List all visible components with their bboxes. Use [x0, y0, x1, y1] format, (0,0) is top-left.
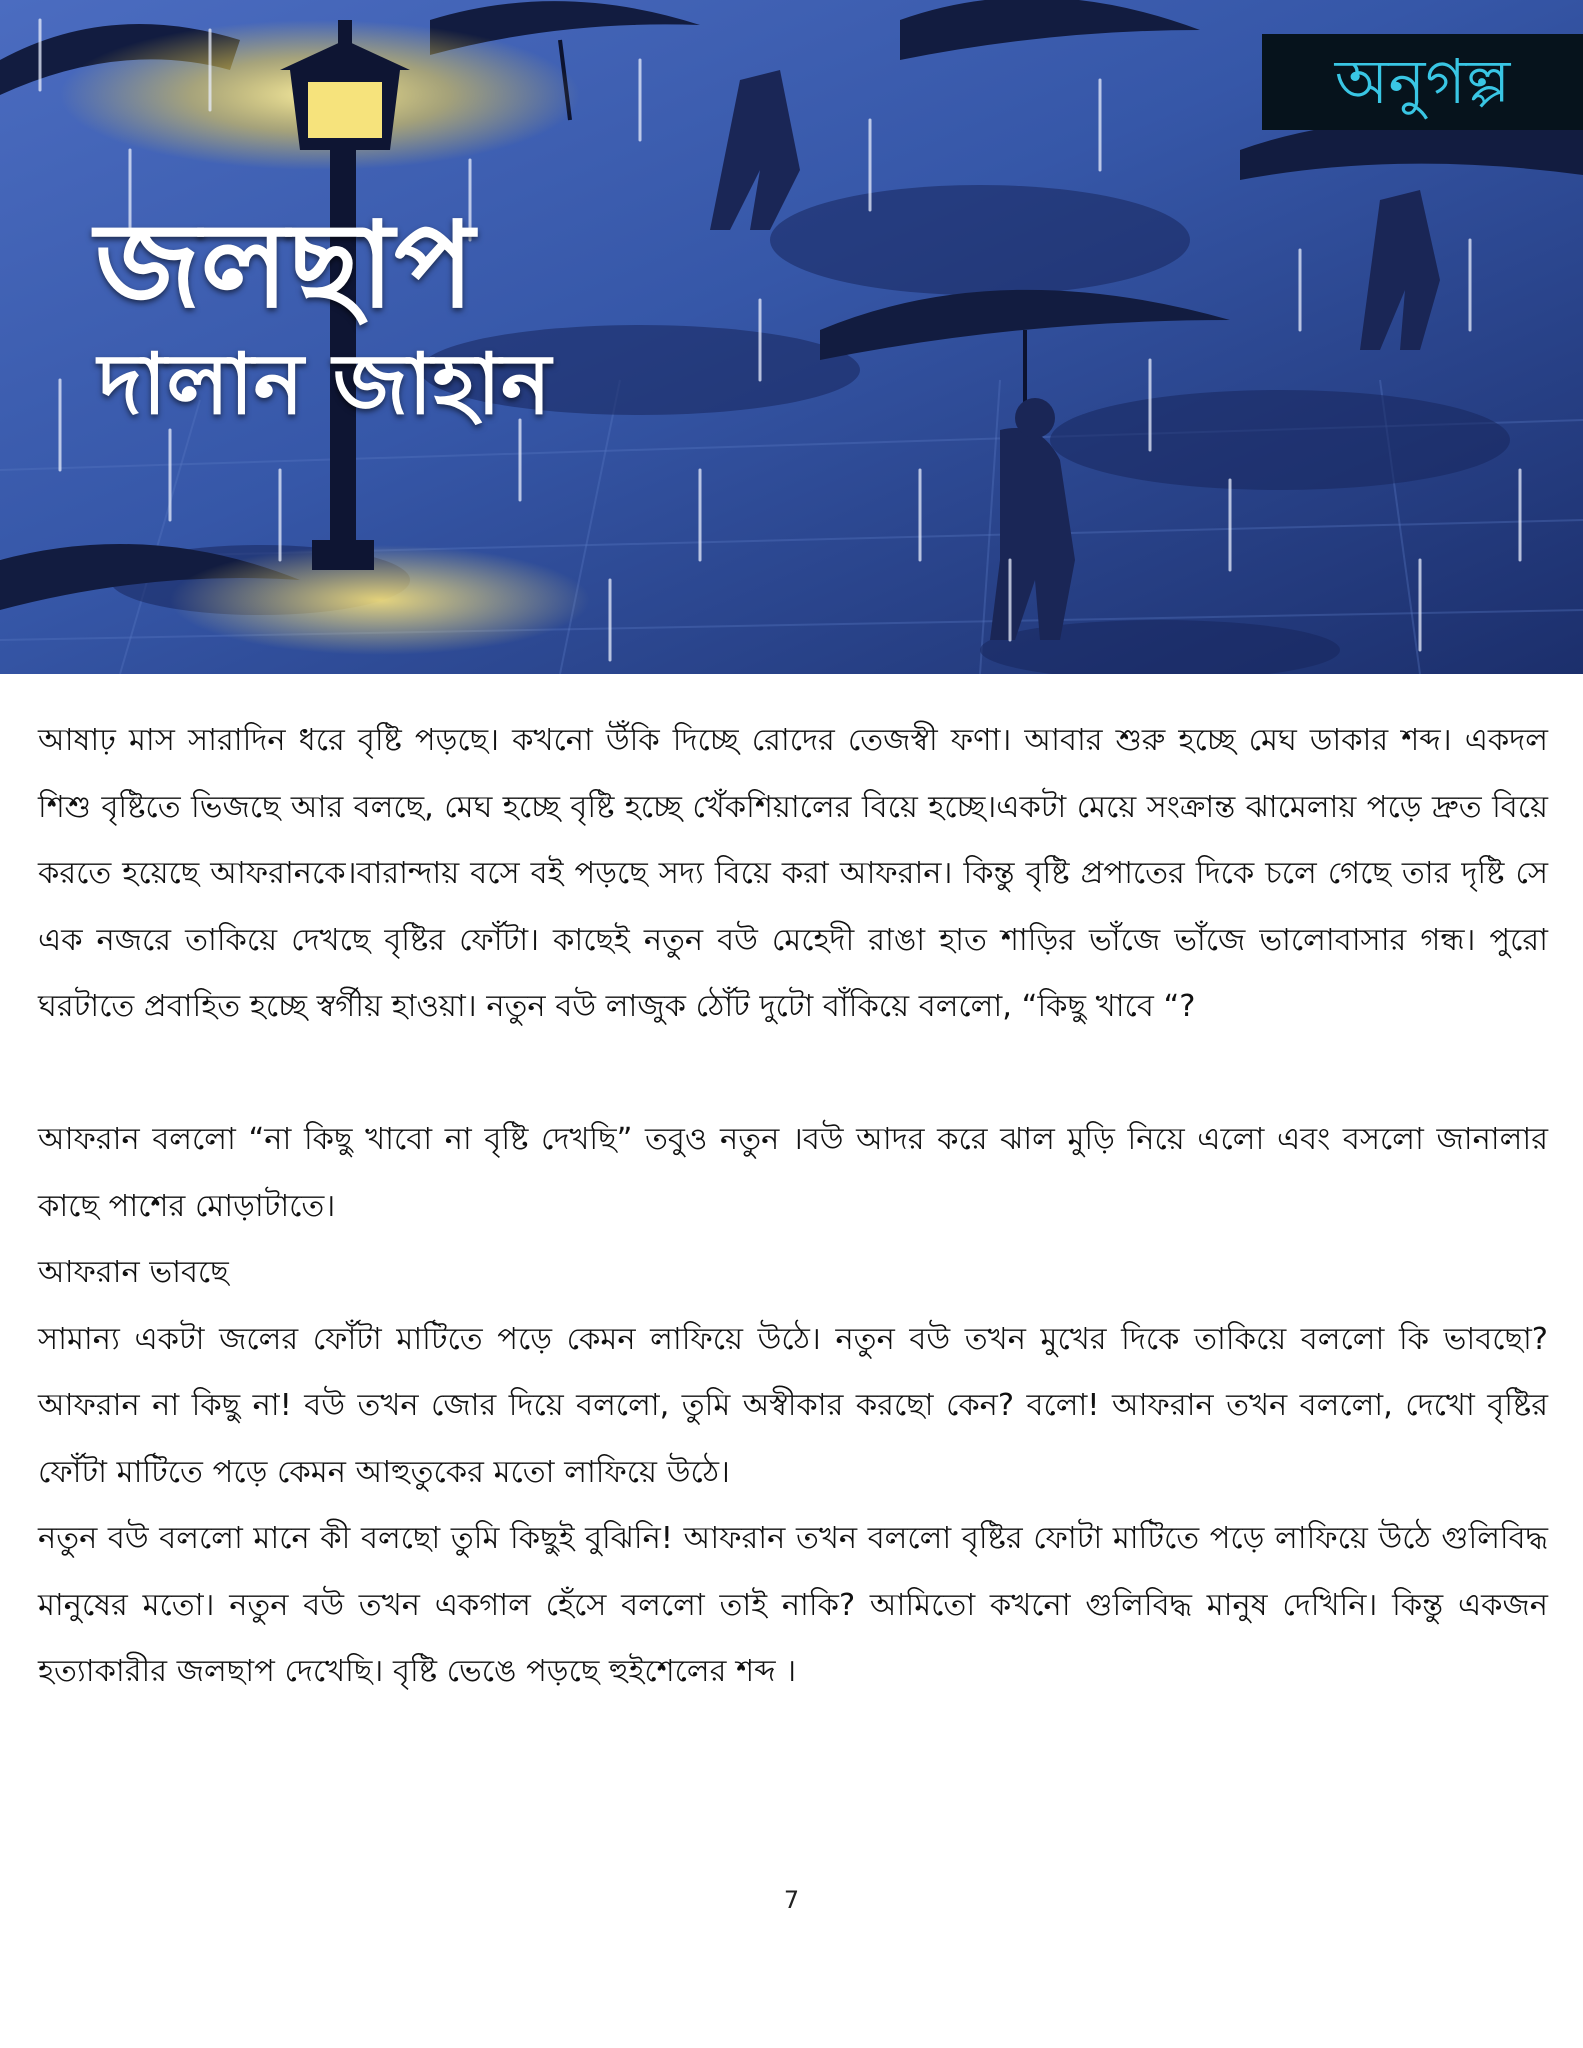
paragraph: সামান্য একটা জলের ফোঁটা মাটিতে পড়ে কেমন লাফিয়ে উঠে। নতুন বউ তখন মুখের দিকে তাকিয়ে বললো কি ভাবছো? আফরান না কিছু না! বউ তখন জোর দিয়ে বললো, তুমি অস্বীকার করছো কেন? বলো! আফরান তখন বললো, দেখো বৃষ্টির ফোঁটা মাটিতে পড়ে কেমন আহুতুকের মতো লাফিয়ে উঠে।	[38, 1321, 1548, 1490]
paragraph: আফরান বললো “না কিছু খাবো না বৃষ্টি দেখছি” তবুও নতুন ।বউ আদর করে ঝাল মুড়ি নিয়ে এলো এবং বসলো জানালার কাছে পাশের মোড়াটাতে।	[38, 1122, 1548, 1224]
paragraph: আষাঢ় মাস সারাদিন ধরে বৃষ্টি পড়ছে। কখনো উঁকি দিচ্ছে রোদের তেজস্বী ফণা। আবার শুরু হচ্ছে মেঘ ডাকার শব্দ। একদল শিশু বৃষ্টিতে ভিজছে আর বলছে, মেঘ হচ্ছে বৃষ্টি হচ্ছে খেঁকশিয়ালের বিয়ে হচ্ছে।একটা মেয়ে সংক্রান্ত ঝামেলায় পড়ে দ্রুত বিয়ে করতে হয়েছে আফরানকে।বারান্দায় বসে বই পড়ছে সদ্য বিয়ে করা আফরান। কিন্তু বৃষ্টি প্রপাতের দিকে চলে গেছে তার দৃষ্টি সে এক নজরে তাকিয়ে দেখছে বৃষ্টির ফোঁটা। কাছেই নতুন বউ মেহেদী রাঙা হাত শাড়ির ভাঁজে ভাঁজে ভালোবাসার গন্ধ। পুরো ঘরটাতে প্রবাহিত হচ্ছে স্বর্গীয় হাওয়া। নতুন বউ লাজুক ঠোঁট দুটো বাঁকিয়ে বললো, “কিছু খাবে “?	[38, 723, 1548, 1024]
paragraph-spacer	[38, 1041, 1548, 1108]
paragraph: নতুন বউ বললো মানে কী বলছো তুমি কিছুই বুঝিনি! আফরান তখন বললো বৃষ্টির ফোটা মাটিতে পড়ে লাফিয়ে উঠে গুলিবিদ্ধ মানুষের মতো। নতুন বউ তখন একগাল হেঁসে বললো তাই নাকি? আমিতো কখনো গুলিবিদ্ধ মানুষ দেখিনি। কিন্তু একজন হত্যাকারীর জলছাপ দেখেছি। বৃষ্টি ভেঙে পড়ছে হুইশেলের শব্দ ।	[38, 1521, 1548, 1689]
page-number: 7	[783, 1886, 800, 1914]
story-title: জলছাপ	[95, 195, 475, 334]
article-body	[38, 708, 1548, 1706]
section-label: অনুগল্প	[1262, 34, 1583, 130]
paragraph: আফরান ভাবছে	[38, 1255, 229, 1290]
story-author: দালান জাহান	[98, 335, 551, 433]
